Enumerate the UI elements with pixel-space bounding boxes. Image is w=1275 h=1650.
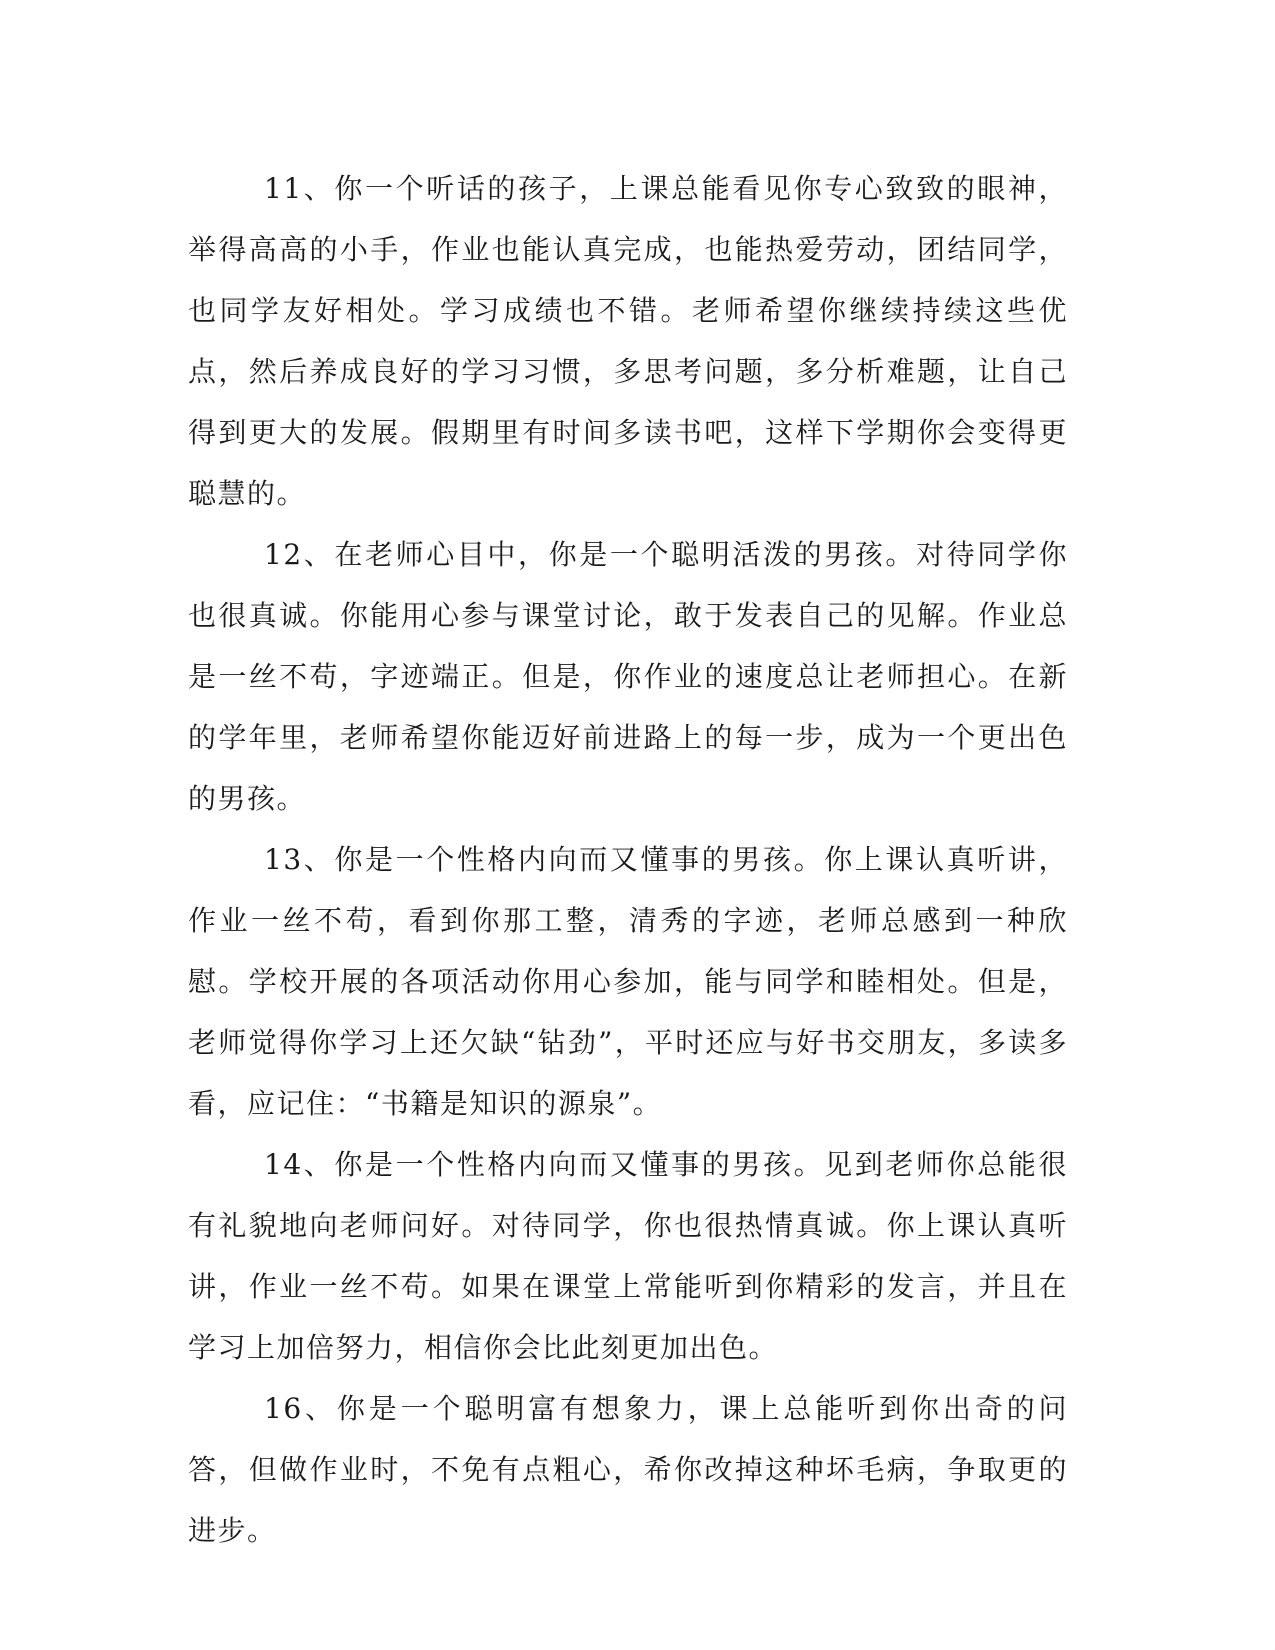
paragraph-12: 12、在老师心目中，你是一个聪明活泼的男孩。对待同学你也很真诚。你能用心参与课堂讨论，敢于发表自己的见解。作业总是一丝不苟，字迹端正。但是，你作业的速度总让老师担心。在新的学年里，老师希望你能迈好前进路上的每一步，成为一个更出色的男孩。 bbox=[188, 538, 1068, 815]
paragraph-16: 16、你是一个聪明富有想象力，课上总能听到你出奇的问答，但做作业时，不免有点粗心，希你改掉这种坏毛病，争取更的进步。 bbox=[188, 1392, 1068, 1547]
paragraph-14: 14、你是一个性格内向而又懂事的男孩。见到老师你总能很有礼貌地向老师问好。对待同学，你也很热情真诚。你上课认真听讲，作业一丝不苟。如果在课堂上常能听到你精彩的发言，并且在学习上加倍努力，相信你会比此刻更加出色。 bbox=[188, 1148, 1068, 1364]
paragraph-11: 11、你一个听话的孩子，上课总能看见你专心致致的眼神，举得高高的小手，作业也能认真完成，也能热爱劳动，团结同学，也同学友好相处。学习成绩也不错。老师希望你继续持续这些优点，然后养成良好的学习习惯，多思考问题，多分析难题，让自己得到更大的发展。假期里有时间多读书吧，这样下学期你会变得更聪慧的。 bbox=[188, 172, 1068, 510]
document-body bbox=[188, 158, 1068, 1561]
paragraph-13: 13、你是一个性格内向而又懂事的男孩。你上课认真听讲，作业一丝不苟，看到你那工整，清秀的字迹，老师总感到一种欣慰。学校开展的各项活动你用心参加，能与同学和睦相处。但是，老师觉得你学习上还欠缺“钻劲”，平时还应与好书交朋友，多读多看，应记住：“书籍是知识的源泉”。 bbox=[188, 843, 1068, 1120]
